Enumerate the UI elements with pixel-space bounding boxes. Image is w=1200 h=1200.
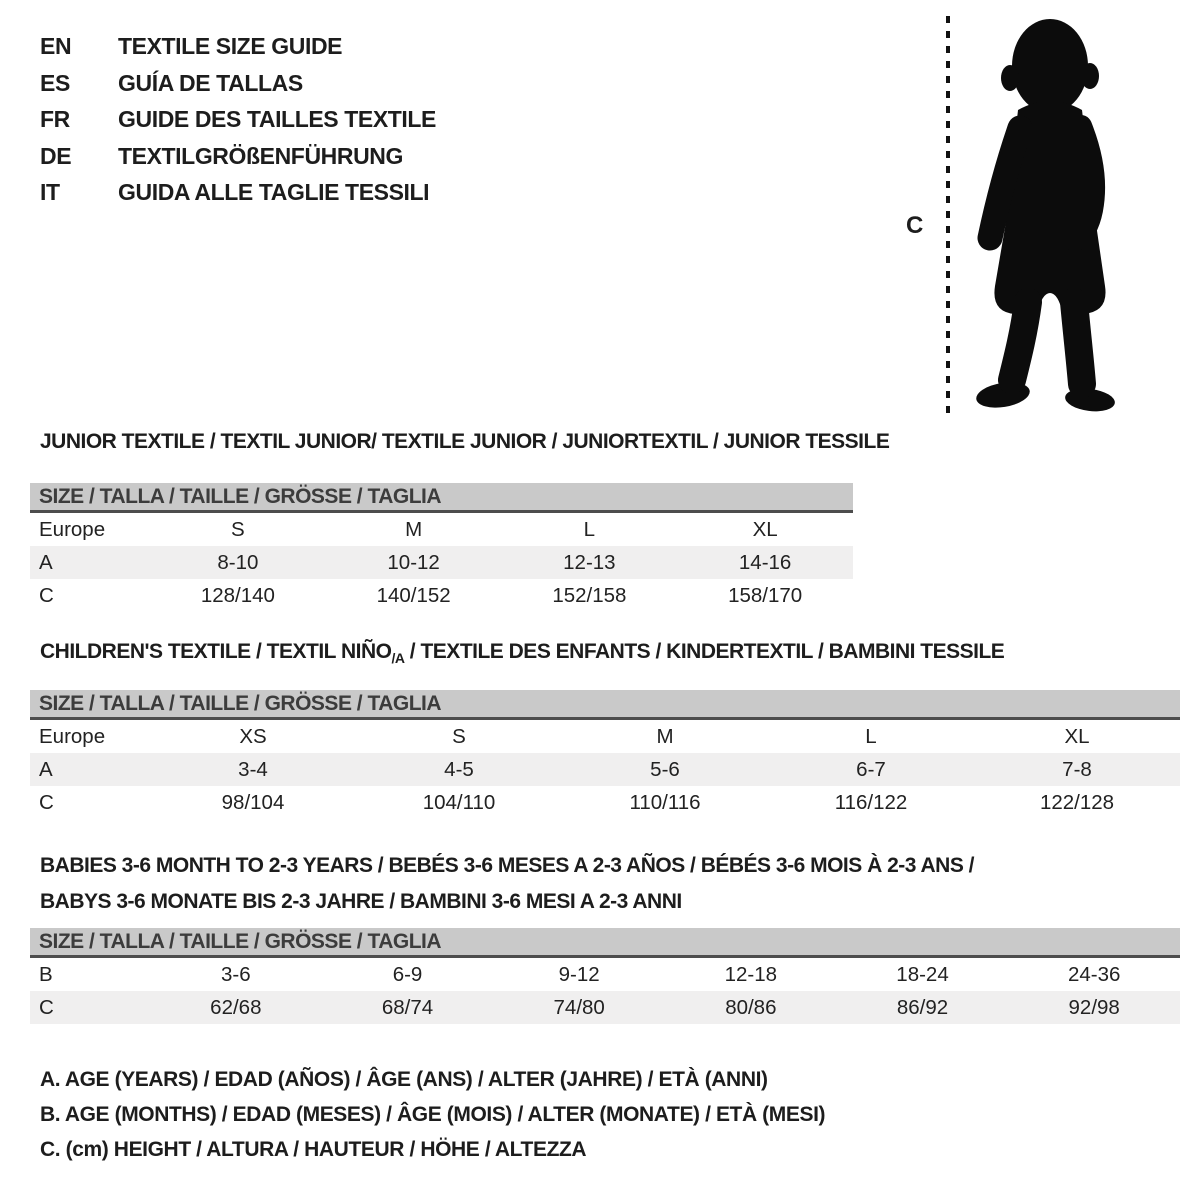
table-cell: 6-7 (856, 757, 886, 781)
table-row (30, 753, 1180, 786)
table-cell: 3-4 (238, 757, 268, 781)
table-cell: 6-9 (392, 962, 423, 986)
table-cell: 12-13 (563, 550, 616, 574)
table-cell: 8-10 (217, 550, 259, 574)
table-cell: XS (239, 724, 267, 748)
table-cell: XL (1064, 724, 1090, 748)
table-row (30, 991, 1180, 1024)
children-title-post: / TEXTILE DES ENFANTS / KINDERTEXTIL / BAMBINI TESSILE (404, 640, 1005, 663)
table-cell: L (865, 724, 877, 748)
language-title: GUIDE DES TAILLES TEXTILE (118, 106, 436, 132)
height-dashed-line (944, 16, 952, 420)
table-cell: 110/116 (629, 790, 701, 814)
table-cell: 128/140 (200, 583, 275, 607)
table-cell: 158/170 (728, 583, 803, 607)
row-label: B (39, 962, 53, 986)
row-label: C (39, 583, 54, 607)
table-cell: 24-36 (1067, 962, 1121, 986)
babies-title-line1: BABIES 3-6 MONTH TO 2-3 YEARS / BEBÉS 3-6 MESES A 2-3 AÑOS / BÉBÉS 3-6 MOIS À 2-3 ANS / (40, 854, 975, 877)
language-title: GUÍA DE TALLAS (118, 69, 303, 96)
language-list (40, 28, 436, 211)
table-cell: 86/92 (896, 995, 949, 1019)
language-code: FR (40, 106, 70, 132)
language-title: TEXTILE SIZE GUIDE (118, 33, 343, 59)
row-label: Europe (39, 517, 106, 541)
size-header: SIZE / TALLA / TAILLE / GRÖSSE / TAGLIA (30, 483, 853, 513)
table-row (30, 579, 853, 612)
table-cell: S (231, 517, 245, 541)
children-title-sub: /A (391, 650, 405, 666)
junior-section-title: JUNIOR TEXTILE / TEXTIL JUNIOR/ TEXTILE JUNIOR / JUNIORTEXTIL / JUNIOR TESSILE (40, 430, 890, 453)
row-label: A (39, 550, 53, 574)
table-cell: 92/98 (1068, 995, 1120, 1019)
junior-size-table (30, 483, 853, 612)
row-label: C (39, 790, 54, 814)
row-label: A (39, 757, 53, 781)
table-cell: 104/110 (422, 790, 496, 814)
table-cell: 62/68 (210, 995, 262, 1019)
table-cell: 152/158 (552, 583, 627, 607)
children-size-table (30, 690, 1180, 819)
height-measure-label: C (906, 212, 924, 239)
table-row (30, 786, 1180, 819)
table-cell: 4-5 (444, 757, 474, 781)
table-cell: 18-24 (896, 962, 949, 986)
table-cell: 12-18 (724, 962, 778, 986)
language-code: IT (40, 179, 60, 205)
table-cell: 10-12 (387, 550, 440, 574)
children-section-title (40, 640, 1004, 666)
language-row (40, 174, 436, 211)
table-cell: 68/74 (381, 995, 434, 1019)
language-code: DE (40, 142, 72, 169)
table-cell: 140/152 (376, 583, 451, 607)
table-cell: S (452, 724, 466, 748)
language-code: EN (40, 33, 72, 59)
table-cell: 14-16 (738, 550, 792, 574)
children-title-pre: CHILDREN'S TEXTILE / TEXTIL NIÑO (40, 640, 392, 663)
table-cell: 122/128 (1039, 790, 1115, 814)
language-code: ES (40, 69, 70, 96)
row-label: Europe (39, 724, 106, 748)
language-row (40, 65, 436, 102)
table-row (30, 546, 853, 579)
size-header: SIZE / TALLA / TAILLE / GRÖSSE / TAGLIA (30, 690, 1180, 720)
row-label: C (39, 995, 54, 1019)
toddler-silhouette-icon (962, 14, 1140, 419)
table-cell: 7-8 (1062, 757, 1092, 781)
language-title: GUIDA ALLE TAGLIE TESSILI (118, 179, 430, 205)
table-cell: 80/86 (725, 995, 777, 1019)
table-cell: 116/122 (834, 790, 908, 814)
language-title: TEXTILGRÖßENFÜHRUNG (118, 142, 403, 169)
babies-title-line2: BABYS 3-6 MONATE BIS 2-3 JAHRE / BAMBINI 3-6 MESI A 2-3 ANNI (40, 889, 682, 913)
table-row (30, 958, 1180, 991)
table-row (30, 720, 1180, 753)
table-cell: M (656, 724, 674, 748)
language-row (40, 138, 436, 175)
table-cell: 3-6 (221, 962, 251, 986)
measure-legend (40, 1062, 825, 1167)
table-cell: M (405, 517, 423, 541)
babies-size-table (30, 928, 1180, 1024)
legend-line-c: C. (cm) HEIGHT / ALTURA / HAUTEUR / HÖHE / ALTEZZA (40, 1138, 587, 1161)
table-row (30, 513, 853, 546)
size-header: SIZE / TALLA / TAILLE / GRÖSSE / TAGLIA (30, 928, 1180, 958)
table-cell: 5-6 (650, 757, 680, 781)
babies-section-title (40, 848, 974, 919)
table-cell: 9-12 (558, 962, 600, 986)
table-cell: 74/80 (553, 995, 605, 1019)
legend-line-b: B. AGE (MONTHS) / EDAD (MESES) / ÂGE (MOIS) / ALTER (MONATE) / ETÀ (MESI) (40, 1103, 826, 1126)
table-cell: L (583, 517, 596, 541)
language-row (40, 28, 436, 65)
language-row (40, 101, 436, 138)
legend-line-a: A. AGE (YEARS) / EDAD (AÑOS) / ÂGE (ANS) / ALTER (JAHRE) / ETÀ (ANNI) (40, 1068, 768, 1091)
table-cell: 98/104 (221, 790, 285, 814)
table-cell: XL (752, 517, 778, 541)
